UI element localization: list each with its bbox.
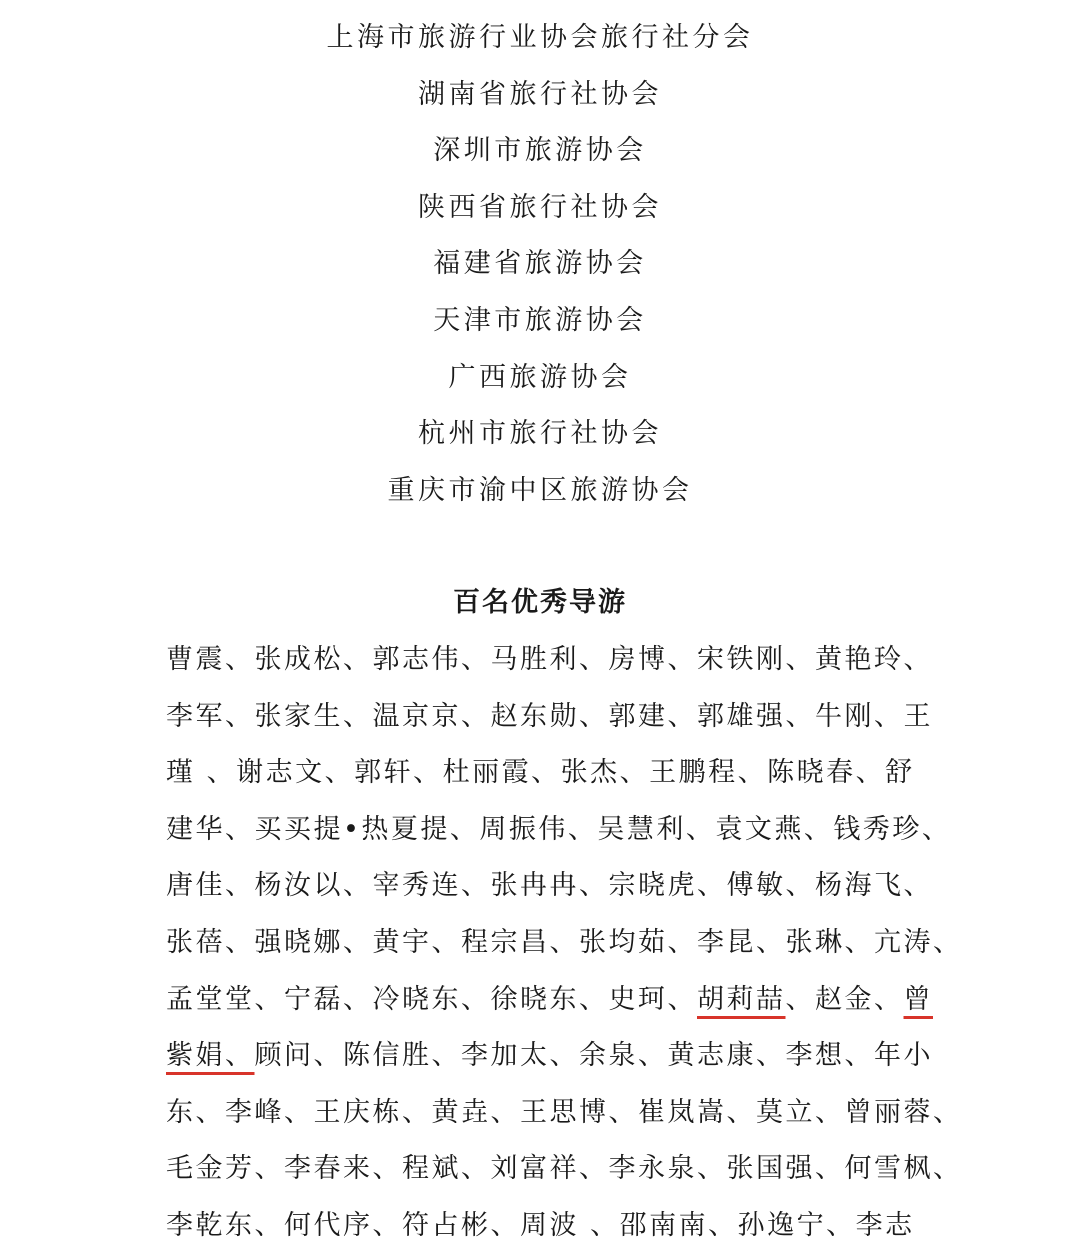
organization-item: 湖南省旅行社协会 bbox=[418, 78, 662, 110]
names-line: 张蓓、强晓娜、黄宇、程宗昌、张均茹、李昆、张琳、亢涛、 bbox=[166, 926, 963, 958]
names-segment: 、赵金、 bbox=[785, 983, 904, 1015]
section-title: 百名优秀导游 bbox=[453, 587, 627, 618]
names-line: 李军、张家生、温京京、赵东勋、郭建、郭雄强、牛刚、王 bbox=[166, 700, 933, 732]
names-line: 建华、买买提•热夏提、周振伟、吴慧利、袁文燕、钱秀珍、 bbox=[166, 813, 952, 845]
organization-item: 杭州市旅行社协会 bbox=[418, 418, 662, 450]
names-segment: 顾问、陈信胜、李加太、余泉、黄志康、李想、年小 bbox=[254, 1040, 933, 1072]
names-line: 曹震、张成松、郭志伟、马胜利、房博、宋铁刚、黄艳玲、 bbox=[166, 644, 933, 675]
underlined-name: 曾 bbox=[903, 983, 933, 1015]
organization-item: 天津市旅游协会 bbox=[433, 304, 647, 336]
names-line: 李乾东、何代序、符占彬、周波 、邵南南、孙逸宁、李志 bbox=[166, 1209, 915, 1241]
organization-item: 福建省旅游协会 bbox=[433, 248, 647, 280]
organization-item: 上海市旅游行业协会旅行社分会 bbox=[326, 22, 754, 53]
organization-item: 广西旅游协会 bbox=[448, 361, 632, 393]
names-line: 瑾 、谢志文、郭轩、杜丽霞、张杰、王鹏程、陈晓春、舒 bbox=[166, 757, 915, 789]
guide-names-block bbox=[166, 637, 963, 1260]
organization-item: 陕西省旅行社协会 bbox=[418, 191, 662, 223]
underlined-name: 胡莉喆 bbox=[697, 983, 786, 1015]
names-line: 东、李峰、王庆栋、黄垚、王思博、崔岚嵩、莫立、曾丽蓉、 bbox=[166, 1096, 963, 1128]
organization-item: 深圳市旅游协会 bbox=[433, 135, 647, 167]
names-segment: 孟堂堂、宁磊、冷晓东、徐晓东、史珂、 bbox=[166, 983, 697, 1015]
underlined-name: 紫娟、 bbox=[166, 1040, 255, 1072]
organization-list bbox=[0, 14, 1080, 523]
names-line: 唐佳、杨汝以、宰秀连、张冉冉、宗晓虎、傅敏、杨海飞、 bbox=[166, 870, 933, 902]
names-line bbox=[166, 977, 933, 1034]
names-line: 毛金芳、李春来、程斌、刘富祥、李永泉、张国强、何雪枫、 bbox=[166, 1153, 963, 1185]
organization-item: 重庆市渝中区旅游协会 bbox=[387, 474, 693, 506]
names-line bbox=[166, 1033, 933, 1090]
